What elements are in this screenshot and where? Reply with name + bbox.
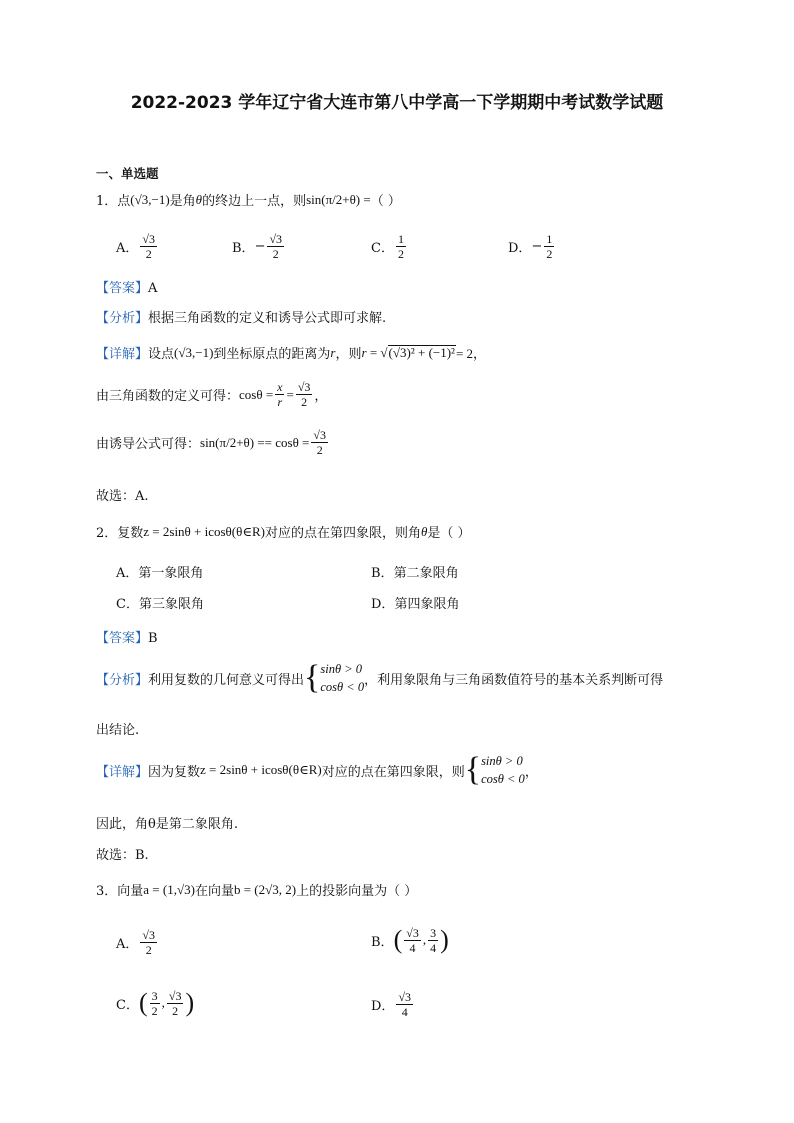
q1-option-a-den: 2 [145, 247, 152, 261]
q2-text: 对应的点在第四象限，则角 [264, 526, 421, 541]
q2-option-a[interactable] [116, 562, 203, 581]
q3-optb-d2: 4 [430, 940, 437, 955]
q1-line2-r: r [277, 395, 283, 409]
section-heading: 一、单选题 [96, 166, 159, 181]
q3-option-a[interactable] [116, 928, 159, 957]
q1-detail-line3 [96, 428, 330, 457]
q1-theta: θ [195, 191, 203, 207]
q3-optb-n1: √3 [406, 925, 419, 940]
q3-vec-b: b = (2√3, 2) [233, 881, 297, 897]
q1-option-a-label: A． [116, 241, 139, 256]
q2-detail-a: 因为复数 [148, 764, 201, 780]
q2-choose: 故选：B. [96, 848, 149, 863]
answer-tag: 【答案】 [96, 281, 149, 296]
q1-option-d-label: D． [508, 241, 532, 256]
q3-text2: 上的投影向量为（ ） [296, 884, 418, 899]
q2-answer-value: B [148, 631, 158, 646]
q3-text1: 在向量 [194, 884, 234, 899]
q2-detail-system: {sinθ > 0 cosθ < 0 [464, 751, 525, 788]
q1-option-c-den: 2 [397, 247, 404, 261]
q2-detail-expr: z = 2sinθ + icosθ(θ∈R) [200, 762, 322, 777]
q2-option-c-text: 第三象限角 [138, 597, 204, 612]
q2-detail [96, 752, 538, 788]
q3-number: 3．向量 [96, 884, 144, 899]
q1-option-a-num: √3 [142, 232, 155, 246]
q1-analysis [96, 307, 386, 326]
q1-option-d-sign: − [531, 239, 543, 254]
q3-opta-den: 2 [145, 943, 152, 957]
q1-expr: sin(π/2+θ) = [306, 191, 371, 207]
q1-detail-r2: r [361, 344, 367, 360]
q1-option-d-num: 1 [546, 232, 553, 246]
q1-line3-num: √3 [313, 428, 326, 442]
q1-paren: （ ） [370, 194, 401, 209]
q2-number: 2．复数 [96, 526, 144, 541]
q1-line2-x: x [277, 380, 283, 394]
q2-detail-sys1: sinθ > 0 [481, 754, 523, 768]
q1-detail-r: r [330, 344, 336, 360]
q2-option-b-text: 第二象限角 [393, 566, 459, 581]
q1-option-c-num: 1 [397, 232, 404, 246]
q2-analysis-b: ，利用象限角与三角函数值符号的基本关系判断可得 [364, 672, 664, 688]
q3-option-c-label: C． [116, 997, 139, 1013]
q3-option-c[interactable]: C． ( $\frac{3}{2}$ , $\frac{√3}{2}$ ) [116, 988, 195, 1018]
q1-option-b-sign: − [254, 239, 266, 254]
q1-line2-end: ， [314, 389, 328, 404]
q3-option-b-label: B． [371, 934, 394, 950]
q1-detail-a: 设点 [148, 347, 175, 362]
q2-option-b[interactable] [371, 562, 459, 581]
q2-expr: z = 2sinθ + icosθ(θ∈R) [143, 523, 265, 539]
q1-detail-line1: 【详解】 设点 (√3,−1) 到坐标原点的距离为 r ，则 r = √(√3)² + (−1)² = 2， [96, 344, 487, 362]
q1-choose: 故选：A. [96, 489, 149, 504]
q1-analysis-text: 根据三角函数的定义和诱导公式即可求解. [148, 311, 387, 326]
q2-detail-sys2: cosθ < 0 [481, 772, 525, 786]
q1-answer [96, 277, 157, 296]
question-3 [96, 880, 417, 899]
q1-line3-a: 由诱导公式可得： [96, 437, 201, 452]
q1-line2-a: 由三角函数的定义可得： [96, 389, 240, 404]
question-1 [96, 190, 401, 209]
q3-option-d-label: D． [371, 999, 395, 1014]
q1-option-d[interactable] [508, 232, 556, 261]
q1-line2-b: cosθ = [239, 386, 274, 402]
q1-option-d-den: 2 [546, 247, 553, 261]
q1-detail-line2 [96, 380, 327, 409]
q1-point: (√3,−1) [130, 191, 170, 207]
q3-option-b[interactable]: B． ( $\frac{√3}{4}$ , $\frac{3}{4}$ ) [371, 925, 449, 955]
q3-option-a-label: A． [116, 937, 139, 952]
q1-option-a[interactable] [116, 232, 159, 261]
q2-answer [96, 627, 158, 646]
q2-option-a-text: 第一象限角 [138, 566, 204, 581]
detail-tag: 【详解】 [96, 347, 149, 362]
q2-detail-b: 对应的点在第四象限，则 [321, 764, 465, 780]
q1-detail-point: (√3,−1) [174, 344, 214, 360]
q2-option-d-text: 第四象限角 [394, 597, 460, 612]
analysis-tag: 【分析】 [96, 311, 149, 326]
question-2 [96, 522, 471, 541]
q1-option-c-label: C． [371, 241, 394, 256]
q3-optc-d1: 2 [151, 1003, 158, 1018]
answer-tag: 【答案】 [96, 631, 149, 646]
q3-optb-d1: 4 [409, 940, 416, 955]
q1-detail-b: 到坐标原点的距离为 [213, 347, 331, 362]
q1-line2-c: = [286, 386, 294, 402]
q2-analysis-system: {sinθ > 0 cosθ < 0 [304, 659, 365, 696]
q3-optd-den: 4 [401, 1005, 408, 1019]
q1-number: 1．点 [96, 194, 131, 209]
q3-optc-d2: 2 [172, 1003, 179, 1018]
q3-opta-num: √3 [142, 928, 155, 942]
q3-optc-n1: 3 [151, 988, 158, 1003]
q1-line2-num: √3 [297, 380, 311, 394]
q2-sys2: cosθ < 0 [320, 680, 365, 694]
q1-option-c[interactable] [371, 232, 408, 261]
analysis-tag: 【分析】 [96, 672, 149, 688]
q1-line3-c: = cosθ = [264, 434, 310, 450]
q1-option-b-num: √3 [269, 232, 283, 246]
page-title: 2022-2023 学年辽宁省大连市第八中学高一下学期期中考试数学试题 [130, 93, 664, 113]
q1-line2-den: 2 [301, 395, 308, 409]
q2-option-a-label: A． [116, 566, 139, 581]
q2-option-d[interactable] [371, 593, 459, 612]
q2-option-d-label: D． [371, 597, 395, 612]
q3-optd-num: √3 [398, 990, 412, 1004]
q1-text1: 是角 [169, 194, 196, 209]
q2-sys1: sinθ > 0 [320, 662, 363, 676]
q1-option-b-den: 2 [272, 247, 279, 261]
q1-option-b-label: B． [232, 241, 255, 256]
q2-theta: θ [420, 523, 428, 539]
q2-detail-end: ， [524, 764, 538, 780]
q2-option-c-label: C． [116, 597, 139, 612]
q2-analysis-c: 出结论. [96, 723, 140, 738]
q1-detail-eq: = 2， [455, 346, 487, 361]
q2-analysis-a: 利用复数的几何意义可得出 [148, 672, 305, 688]
detail-tag: 【详解】 [96, 764, 149, 780]
q2-conclusion: 因此，角θ是第二象限角. [96, 817, 238, 832]
q1-sqrt-expr: √(√3)² + (−1)² [380, 344, 455, 360]
q2-analysis [96, 660, 663, 696]
q1-option-b[interactable] [232, 232, 286, 261]
q3-vec-a: a = (1,√3) [143, 881, 195, 897]
q1-answer-value: A [148, 281, 158, 296]
q1-line3-expr: sin(π/2+θ) = [200, 434, 265, 450]
q1-text2: 的终边上一点，则 [202, 194, 307, 209]
q1-detail-c: ，则 [335, 347, 362, 362]
q2-text2: 是（ ） [427, 526, 471, 541]
q1-line3-den: 2 [316, 443, 323, 457]
q2-option-c[interactable] [116, 593, 204, 612]
q2-option-b-label: B． [371, 566, 394, 581]
q3-optc-n2: √3 [168, 988, 182, 1003]
q3-optb-n2: 3 [430, 925, 437, 940]
q3-option-d[interactable] [371, 990, 415, 1019]
